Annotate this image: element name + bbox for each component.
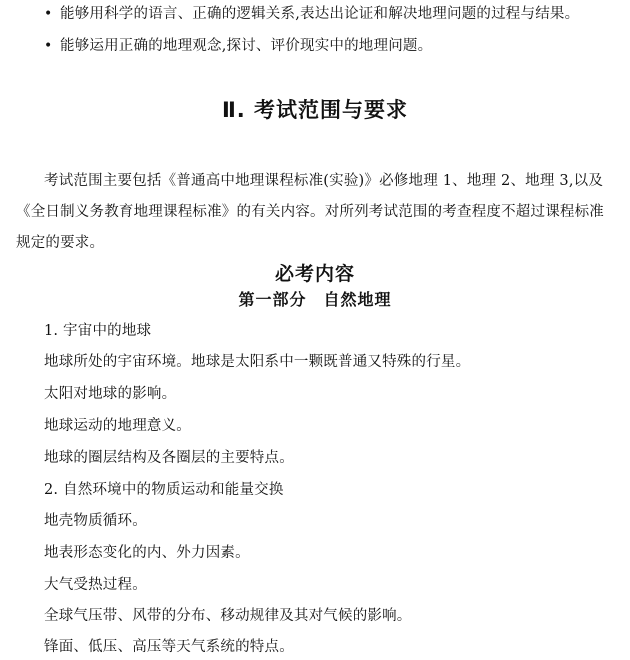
section-title: Ⅱ. 考试范围与要求 — [221, 98, 409, 122]
intro-paragraph-line-2: 《全日制义务教育地理课程标准》的有关内容。对所列考试范围的考查程度不超过课程标准 — [16, 204, 604, 220]
bullet-marker: • — [44, 38, 53, 54]
list-item: 太阳对地球的影响。 — [44, 386, 177, 402]
topic-heading: 1. 宇宙中的地球 — [44, 323, 152, 339]
intro-paragraph-line-3: 规定的要求。 — [16, 235, 105, 251]
required-content-heading: 必考内容 — [274, 263, 355, 285]
list-item: 地球所处的宇宙环境。地球是太阳系中一颗既普通又特殊的行星。 — [44, 354, 471, 370]
bullet-marker: • — [44, 6, 53, 22]
list-item: 锋面、低压、高压等天气系统的特点。 — [44, 639, 294, 655]
list-item: 地球运动的地理意义。 — [44, 418, 191, 434]
list-item: 全球气压带、风带的分布、移动规律及其对气候的影响。 — [44, 608, 412, 624]
list-item: 地球的圈层结构及各圈层的主要特点。 — [44, 450, 294, 466]
list-item: 地表形态变化的内、外力因素。 — [44, 545, 250, 561]
bullet-item: 能够用科学的语言、正确的逻辑关系,表达出论证和解决地理问题的过程与结果。 — [60, 6, 580, 22]
part-one-heading: 第一部分 自然地理 — [238, 290, 392, 309]
bullet-item: 能够运用正确的地理观念,探讨、评价现实中的地理问题。 — [60, 38, 433, 54]
list-item: 地壳物质循环。 — [44, 513, 147, 529]
intro-paragraph-line-1: 考试范围主要包括《普通高中地理课程标准(实验)》必修地理 1、地理 2、地理 3,以及 — [44, 173, 604, 189]
list-item: 大气受热过程。 — [44, 577, 147, 593]
topic-heading: 2. 自然环境中的物质运动和能量交换 — [44, 482, 284, 498]
